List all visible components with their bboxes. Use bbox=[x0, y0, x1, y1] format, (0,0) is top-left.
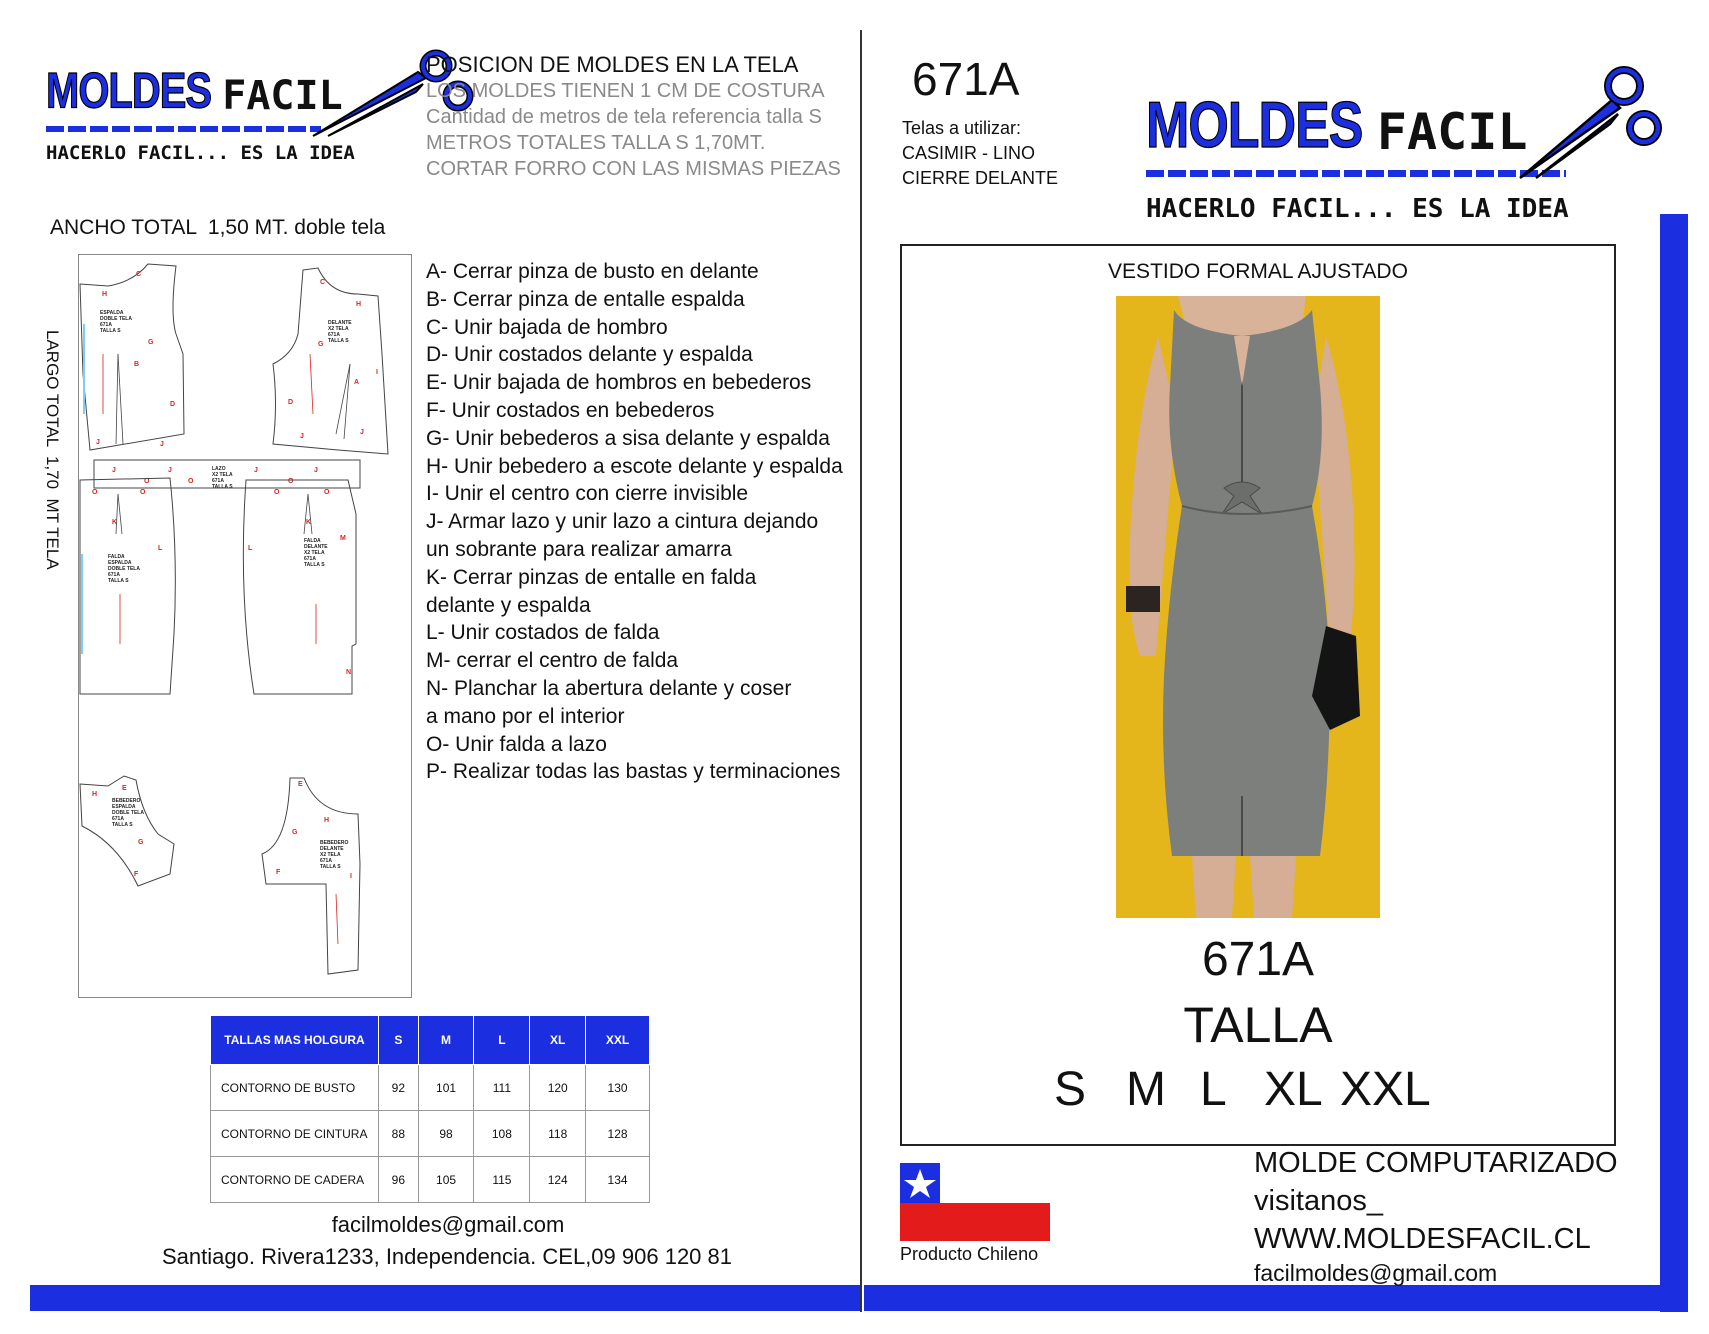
flag-caption: Producto Chileno bbox=[900, 1244, 1039, 1264]
svg-text:A: A bbox=[354, 379, 360, 386]
fabrics-line: CIERRE DELANTE bbox=[902, 168, 1059, 188]
contact-email[interactable]: facilmoldes@gmail.com bbox=[331, 1212, 565, 1237]
instruction-item: L- Unir costados de falda bbox=[426, 621, 660, 645]
svg-text:J: J bbox=[360, 429, 364, 436]
logo-brand-moldes: MOLDES bbox=[46, 63, 212, 119]
svg-text:G: G bbox=[138, 839, 144, 846]
size-cell: 98 bbox=[418, 1111, 474, 1157]
footer-line: visitanos_ bbox=[1254, 1185, 1383, 1217]
svg-text:TALLA S: TALLA S bbox=[100, 328, 121, 334]
instruction-item: H- Unir bebedero a escote delante y espalda bbox=[426, 454, 843, 478]
instruction-item: J- Armar lazo y unir lazo a cintura dejando bbox=[426, 510, 819, 534]
svg-text:671A: 671A bbox=[320, 858, 332, 864]
svg-text:F: F bbox=[134, 871, 139, 878]
header-line: Cantidad de metros de tela referencia talla S bbox=[426, 106, 822, 128]
svg-text:671A: 671A bbox=[108, 572, 120, 578]
svg-text:X2 TELA: X2 TELA bbox=[328, 326, 349, 332]
svg-text:TALLA S: TALLA S bbox=[304, 562, 325, 568]
table-row bbox=[211, 1157, 650, 1203]
header-title: POSICION DE MOLDES EN LA TELA bbox=[426, 52, 799, 77]
svg-text:K: K bbox=[112, 519, 118, 526]
svg-text:O: O bbox=[274, 489, 280, 496]
size-option: L bbox=[1200, 1063, 1227, 1116]
header-line: LOS MOLDES TIENEN 1 CM DE COSTURA bbox=[426, 80, 825, 102]
pattern-code: 671A bbox=[912, 53, 1020, 105]
svg-text:DELANTE: DELANTE bbox=[328, 320, 352, 326]
svg-text:O: O bbox=[324, 489, 330, 496]
svg-text:X2 TELA: X2 TELA bbox=[212, 472, 233, 478]
size-option: S bbox=[1054, 1063, 1087, 1116]
svg-text:DOBLE TELA: DOBLE TELA bbox=[100, 316, 132, 322]
instruction-item: O- Unir falda a lazo bbox=[426, 732, 607, 756]
size-cell: 105 bbox=[418, 1157, 474, 1203]
svg-text:I: I bbox=[376, 369, 378, 376]
svg-text:G: G bbox=[292, 829, 298, 836]
svg-text:I: I bbox=[350, 873, 352, 880]
instruction-item: un sobrante para realizar amarra bbox=[426, 537, 732, 561]
size-cell: 108 bbox=[474, 1111, 530, 1157]
svg-text:TALLA S: TALLA S bbox=[212, 484, 233, 490]
svg-text:F: F bbox=[276, 869, 281, 876]
svg-text:J: J bbox=[112, 467, 116, 474]
size-table-header-cell: M bbox=[418, 1016, 474, 1065]
svg-text:DOBLE TELA: DOBLE TELA bbox=[112, 810, 144, 816]
svg-text:M: M bbox=[340, 535, 346, 542]
svg-text:J: J bbox=[96, 439, 100, 446]
instruction-item: P- Realizar todas las bastas y terminaciones bbox=[426, 760, 841, 784]
size-table-header-cell: L bbox=[474, 1016, 530, 1065]
svg-text:D: D bbox=[170, 401, 176, 408]
svg-text:FALDA: FALDA bbox=[304, 538, 321, 544]
width-label: ANCHO TOTAL 1,50 MT. doble tela bbox=[50, 216, 386, 239]
fabrics-line: Telas a utilizar: bbox=[902, 118, 1022, 138]
length-label: LARGO TOTAL 1,70 MT TELA bbox=[43, 330, 62, 570]
svg-text:L: L bbox=[248, 545, 253, 552]
product-code-big: 671A bbox=[1201, 933, 1315, 986]
product-title: VESTIDO FORMAL AJUSTADO bbox=[1108, 260, 1408, 283]
size-row-label: CONTORNO DE CINTURA bbox=[211, 1111, 379, 1157]
svg-text:O: O bbox=[188, 478, 194, 485]
svg-text:J: J bbox=[168, 467, 172, 474]
logo-brand-moldes: MOLDES bbox=[1146, 89, 1363, 162]
size-table-header bbox=[211, 1016, 650, 1065]
svg-text:J: J bbox=[300, 433, 304, 440]
size-cell: 101 bbox=[418, 1065, 474, 1111]
svg-text:N: N bbox=[346, 669, 352, 676]
chile-flag-icon bbox=[900, 1163, 1050, 1241]
svg-text:E: E bbox=[298, 781, 303, 788]
svg-text:671A: 671A bbox=[328, 332, 340, 338]
size-option: XL bbox=[1264, 1063, 1323, 1116]
instruction-item: K- Cerrar pinzas de entalle en falda bbox=[426, 565, 757, 589]
svg-text:J: J bbox=[160, 441, 164, 448]
size-table-header-cell: S bbox=[379, 1016, 419, 1065]
website-link[interactable]: WWW.MOLDESFACIL.CL bbox=[1254, 1223, 1591, 1255]
size-cell: 120 bbox=[530, 1065, 586, 1111]
svg-text:L: L bbox=[158, 545, 163, 552]
talla-label: TALLA bbox=[1183, 997, 1333, 1053]
instruction-item: I- Unir el centro con cierre invisible bbox=[426, 482, 749, 506]
size-cell: 124 bbox=[530, 1157, 586, 1203]
logo-tagline: HACERLO FACIL... ES LA IDEA bbox=[46, 142, 355, 164]
svg-text:G: G bbox=[318, 341, 324, 348]
size-table-header-cell: XL bbox=[530, 1016, 586, 1065]
svg-text:ESPALDA: ESPALDA bbox=[108, 560, 132, 566]
logo-brand-facil: FACIL bbox=[1376, 103, 1528, 161]
instruction-item: G- Unir bebederos a sisa delante y espalda bbox=[426, 426, 830, 450]
size-cell: 92 bbox=[379, 1065, 419, 1111]
contact-address: Santiago. Rivera1233, Independencia. CEL,09 906 120 81 bbox=[162, 1244, 732, 1269]
svg-text:G: G bbox=[148, 339, 154, 346]
svg-text:C: C bbox=[320, 279, 326, 286]
instructions-list bbox=[426, 258, 843, 786]
left-logo bbox=[46, 56, 436, 166]
size-cell: 111 bbox=[474, 1065, 530, 1111]
svg-text:H: H bbox=[102, 291, 108, 298]
svg-text:DELANTE: DELANTE bbox=[304, 544, 328, 550]
size-row-label: CONTORNO DE CADERA bbox=[211, 1157, 379, 1203]
svg-text:671A: 671A bbox=[100, 322, 112, 328]
svg-text:H: H bbox=[92, 791, 98, 798]
logo-brand-facil: FACIL bbox=[222, 73, 343, 119]
instruction-item: D- Unir costados delante y espalda bbox=[426, 343, 753, 367]
right-edge-bar bbox=[1660, 214, 1688, 1312]
svg-text:BEBEDERO: BEBEDERO bbox=[112, 798, 141, 804]
size-table-header-cell: TALLAS MAS HOLGURA bbox=[211, 1016, 379, 1065]
size-option: M bbox=[1126, 1063, 1166, 1116]
size-cell: 118 bbox=[530, 1111, 586, 1157]
fabrics-line: CASIMIR - LINO bbox=[902, 143, 1036, 163]
svg-text:671A: 671A bbox=[212, 478, 224, 484]
svg-text:J: J bbox=[314, 467, 318, 474]
svg-text:O: O bbox=[92, 489, 98, 496]
svg-text:ESPALDA: ESPALDA bbox=[100, 310, 124, 316]
left-header-block bbox=[426, 52, 841, 182]
product-frame bbox=[900, 244, 1616, 1146]
header-line: METROS TOTALES TALLA S 1,70MT. bbox=[426, 132, 766, 154]
logo-dash-line bbox=[46, 126, 321, 132]
logo-dash-line bbox=[1146, 170, 1566, 177]
svg-text:671A: 671A bbox=[112, 816, 124, 822]
size-cell: 96 bbox=[379, 1157, 419, 1203]
instruction-item: N- Planchar la abertura delante y coser bbox=[426, 676, 792, 700]
svg-text:O: O bbox=[288, 478, 294, 485]
svg-text:ESPALDA: ESPALDA bbox=[112, 804, 136, 810]
svg-text:X2 TELA: X2 TELA bbox=[320, 852, 341, 858]
footer-email[interactable]: facilmoldes@gmail.com bbox=[1254, 1260, 1498, 1286]
size-table bbox=[210, 1015, 650, 1203]
instruction-item: C- Unir bajada de hombro bbox=[426, 315, 668, 339]
size-table-header-cell: XXL bbox=[586, 1016, 650, 1065]
size-option: XXL bbox=[1340, 1063, 1431, 1116]
svg-text:DELANTE: DELANTE bbox=[320, 846, 344, 852]
svg-text:BEBEDERO: BEBEDERO bbox=[320, 840, 349, 846]
svg-text:DOBLE TELA: DOBLE TELA bbox=[108, 566, 140, 572]
instruction-item: A- Cerrar pinza de busto en delante bbox=[426, 260, 759, 283]
logo-tagline: HACERLO FACIL... ES LA IDEA bbox=[1146, 194, 1569, 224]
svg-text:D: D bbox=[288, 399, 294, 406]
instruction-item: a mano por el interior bbox=[426, 704, 625, 728]
svg-text:FALDA: FALDA bbox=[108, 554, 125, 560]
instruction-item: E- Unir bajada de hombros en bebederos bbox=[426, 371, 812, 395]
right-logo bbox=[1146, 60, 1666, 230]
size-cell: 130 bbox=[586, 1065, 650, 1111]
size-cell: 128 bbox=[586, 1111, 650, 1157]
table-row bbox=[211, 1065, 650, 1111]
dress-photo bbox=[1116, 296, 1380, 918]
footer-line: MOLDE COMPUTARIZADO bbox=[1254, 1147, 1618, 1179]
svg-text:C: C bbox=[136, 271, 142, 278]
svg-text:O: O bbox=[140, 489, 146, 496]
svg-text:TALLA S: TALLA S bbox=[320, 864, 341, 870]
instruction-item: M- cerrar el centro de falda bbox=[426, 649, 679, 673]
scissors-icon bbox=[1516, 60, 1666, 184]
svg-text:TALLA S: TALLA S bbox=[328, 338, 349, 344]
right-footer bbox=[1254, 1144, 1618, 1288]
table-row bbox=[211, 1111, 650, 1157]
pattern-layout bbox=[78, 254, 412, 998]
svg-text:J: J bbox=[254, 467, 258, 474]
size-cell: 134 bbox=[586, 1157, 650, 1203]
svg-text:TALLA S: TALLA S bbox=[112, 822, 133, 828]
fabrics-info bbox=[902, 116, 1058, 191]
instruction-item: B- Cerrar pinza de entalle espalda bbox=[426, 287, 745, 311]
header-line: CORTAR FORRO CON LAS MISMAS PIEZAS bbox=[426, 158, 841, 180]
size-row-label: CONTORNO DE BUSTO bbox=[211, 1065, 379, 1111]
svg-text:H: H bbox=[324, 817, 330, 824]
svg-text:X2 TELA: X2 TELA bbox=[304, 550, 325, 556]
page-divider bbox=[860, 30, 862, 1312]
instruction-item: F- Unir costados en bebederos bbox=[426, 398, 715, 422]
svg-text:TALLA S: TALLA S bbox=[108, 578, 129, 584]
svg-text:B: B bbox=[134, 361, 140, 368]
svg-text:K: K bbox=[306, 519, 312, 526]
size-cell: 88 bbox=[379, 1111, 419, 1157]
size-cell: 115 bbox=[474, 1157, 530, 1203]
svg-text:O: O bbox=[144, 478, 150, 485]
bottom-bar-right bbox=[864, 1285, 1686, 1311]
size-options bbox=[1054, 1062, 1431, 1117]
bottom-bar-left bbox=[30, 1285, 860, 1311]
instruction-item: delante y espalda bbox=[426, 593, 591, 617]
svg-text:E: E bbox=[122, 785, 127, 792]
svg-text:H: H bbox=[356, 301, 362, 308]
svg-text:LAZO: LAZO bbox=[212, 466, 226, 472]
svg-text:671A: 671A bbox=[304, 556, 316, 562]
